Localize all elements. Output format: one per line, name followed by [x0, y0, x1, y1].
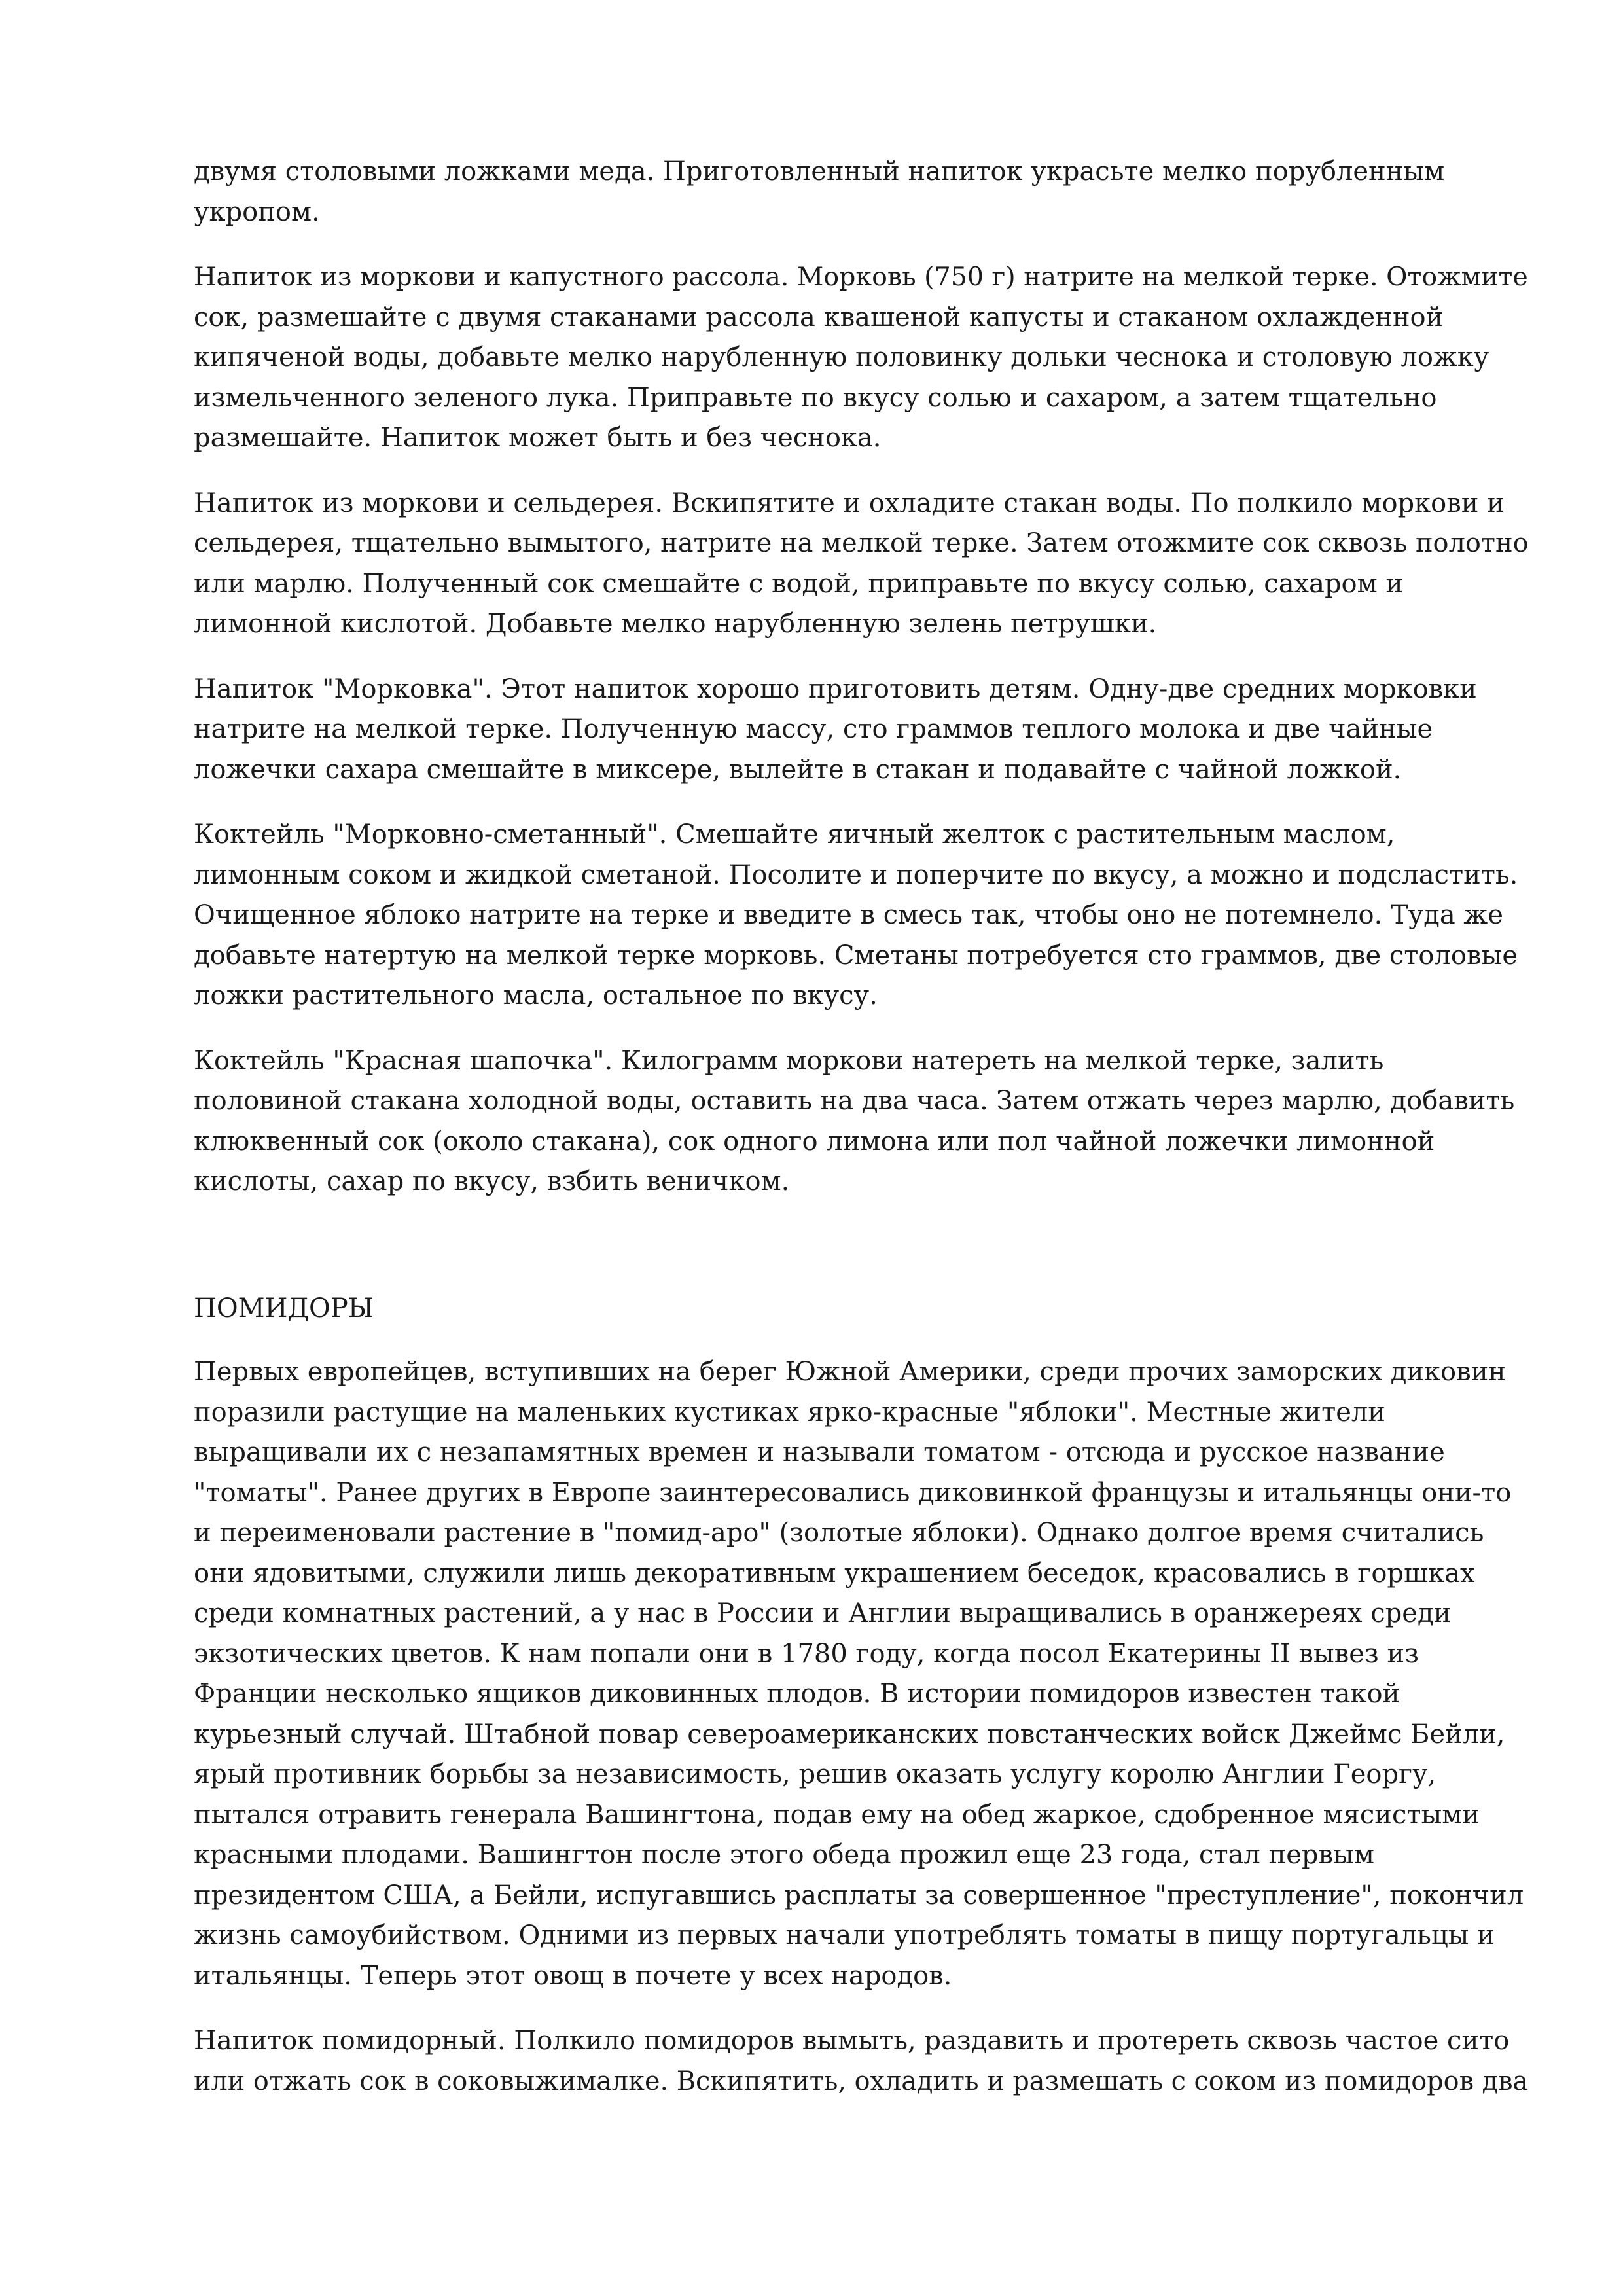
text-line: они ядовитыми, служили лишь декоративным украшением беседок, красовались в горшках — [194, 1558, 1475, 1588]
text-line: Напиток из моркови и капустного рассола. Морковь (750 г) натрите на мелкой терке. Отожмите — [194, 262, 1528, 292]
document-body — [194, 152, 1529, 2126]
text-line: президентом США, а Бейли, испугавшись расплаты за совершенное "преступление", покончил — [194, 1880, 1524, 1910]
text-line: размешайте. Напиток может быть и без чеснока. — [194, 423, 882, 453]
text-line: Первых европейцев, вступивших на берег Южной Америки, среди прочих заморских диковин — [194, 1357, 1506, 1387]
text-line: ярый противник борьбы за независимость, решив оказать услугу королю Англии Георгу, — [194, 1759, 1436, 1789]
text-line: лимонным соком и жидкой сметаной. Посолите и поперчите по вкусу, а можно и подсластить. — [194, 859, 1518, 890]
text-line: пытался отравить генерала Вашингтона, подав ему на обед жаркое, сдобренное мясистыми — [194, 1799, 1480, 1830]
paragraph-morkovka — [194, 670, 1529, 791]
text-line: Очищенное яблоко натрите на терке и введите в смесь так, чтобы оно не потемнело. Туда же — [194, 900, 1503, 930]
text-line: жизнь самоубийством. Одними из первых начали употреблять томаты в пищу португальцы и — [194, 1920, 1495, 1950]
text-line: натрите на мелкой терке. Полученную массу, сто граммов теплого молока и две чайные — [194, 714, 1433, 744]
text-line: лимонной кислотой. Добавьте мелко нарубленную зелень петрушки. — [194, 609, 1157, 639]
paragraph-carrot-cabbage — [194, 257, 1529, 459]
text-line: красными плодами. Вашингтон после этого обеда прожил еще 23 года, стал первым — [194, 1840, 1374, 1870]
paragraph-honey-ending — [194, 152, 1529, 232]
text-line: поразили растущие на маленьких кустиках ярко-красные "яблоки". Местные жители — [194, 1397, 1385, 1427]
text-line: Коктейль "Морковно-сметанный". Смешайте яичный желток с растительным маслом, — [194, 819, 1395, 850]
text-line: сельдерея, тщательно вымытого, натрите на мелкой терке. Затем отожмите сок сквозь полотно — [194, 528, 1529, 558]
text-line: клюквенный сок (около стакана), сок одного лимона или пол чайной ложечки лимонной — [194, 1126, 1435, 1157]
text-line: кислоты, сахар по вкусу, взбить веничком. — [194, 1166, 790, 1196]
text-line: Напиток "Морковка". Этот напиток хорошо приготовить детям. Одну-две средних морковки — [194, 673, 1477, 704]
text-line: укропом. — [194, 196, 320, 227]
text-line: среди комнатных растений, а у нас в России и Англии выращивались в оранжереях среди — [194, 1598, 1452, 1628]
text-line: половиной стакана холодной воды, оставить на два часа. Затем отжать через марлю, добавить — [194, 1086, 1515, 1116]
text-line: Напиток из моркови и сельдерея. Вскипятите и охладите стакан воды. По полкило моркови и — [194, 488, 1505, 518]
paragraph-tomato-history — [194, 1352, 1529, 1996]
text-line: ложечки сахара смешайте в миксере, вылейте в стакан и подавайте с чайной ложкой. — [194, 754, 1402, 785]
text-line: кипяченой воды, добавьте мелко нарубленную половинку дольки чеснока и столовую ложку — [194, 342, 1489, 372]
paragraph-carrot-sour-cream — [194, 815, 1529, 1016]
text-line: или отжать сок в соковыжималке. Вскипятить, охладить и размешать с соком из помидоров два — [194, 2066, 1529, 2096]
text-line: ложки растительного масла, остальное по вкусу. — [194, 980, 878, 1011]
text-line: или марлю. Полученный сок смешайте с водой, приправьте по вкусу солью, сахаром и — [194, 568, 1404, 599]
text-line: и переименовали растение в "помид-аро" (золотые яблоки). Однако долгое время считались — [194, 1518, 1484, 1548]
text-line: добавьте натертую на мелкой терке морковь. Сметаны потребуется сто граммов, две столовые — [194, 940, 1518, 971]
text-line: Коктейль "Красная шапочка". Килограмм моркови натереть на мелкой терке, залить — [194, 1045, 1384, 1076]
text-line: двумя столовыми ложками меда. Приготовленный напиток украсьте мелко порубленным — [194, 156, 1445, 187]
text-line: сок, размешайте с двумя стаканами рассола квашеной капусты и стаканом охлажденной — [194, 302, 1444, 332]
text-line: итальянцы. Теперь этот овощ в почете у всех народов. — [194, 1960, 952, 1991]
text-line: экзотических цветов. К нам попали они в 1780 году, когда посол Екатерины II вывез из — [194, 1638, 1419, 1669]
paragraph-tomato-drink — [194, 2021, 1529, 2102]
heading-text: ПОМИДОРЫ — [194, 1293, 374, 1323]
text-line: Напиток помидорный. Полкило помидоров вымыть, раздавить и протереть сквозь частое сито — [194, 2026, 1510, 2056]
text-line: измельченного зеленого лука. Приправьте по вкусу солью и сахаром, а затем тщательно — [194, 382, 1437, 413]
section-heading-tomatoes — [194, 1289, 1529, 1329]
text-line: Франции несколько ящиков диковинных плодов. В истории помидоров известен такой — [194, 1679, 1400, 1709]
text-line: курьезный случай. Штабной повар североамериканских повстанческих войск Джеймс Бейли, — [194, 1719, 1505, 1749]
text-line: "томаты". Ранее других в Европе заинтересовались диковинкой французы и итальянцы они-то — [194, 1477, 1512, 1508]
paragraph-red-riding-hood — [194, 1041, 1529, 1202]
paragraph-carrot-celery — [194, 484, 1529, 645]
text-line: выращивали их с незапамятных времен и называли томатом - отсюда и русское название — [194, 1437, 1445, 1467]
